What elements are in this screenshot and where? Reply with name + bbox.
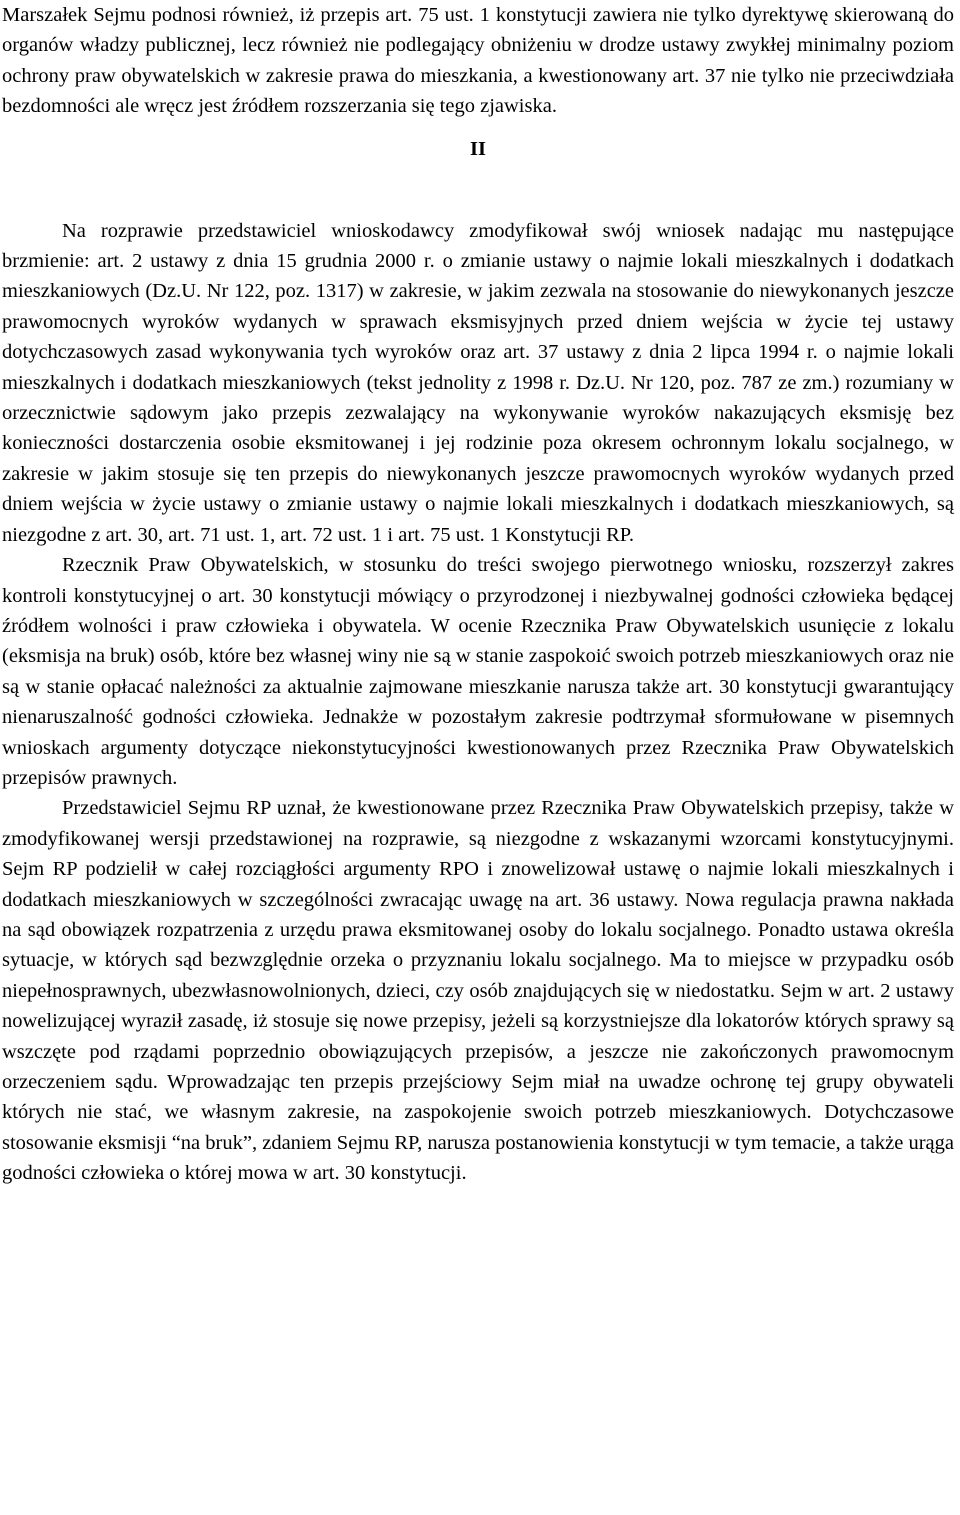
paragraph-applicant-modification: Na rozprawie przedstawiciel wnioskodawcy zmodyfikował swój wniosek nadając mu następujące brzmienie: art. 2 ustawy z dnia 15 grudnia 2000 r. o zmianie ustawy o najmie lokali mieszkalnych i dodatkach mieszkaniowych (Dz.U. Nr 122, poz. 1317) w zakresie, w jakim zezwala na stosowanie do niewykonanych jeszcze prawomocnych wyroków wydanych w sprawach eksmisyjnych przed dniem wejścia w życie tej ustawy dotychczasowych zasad wykonywania tych wyroków oraz art. 37 ustawy z dnia 2 lipca 1994 r. o najmie lokali mieszkalnych i dodatkach mieszkaniowych (tekst jednolity z 1998 r. Dz.U. Nr 120, poz. 787 ze zm.) rozumiany w orzecznictwie sądowym jako przepis zezwalający na wykonywanie wyroków nakazujących eksmisję bez konieczności dostarczenia osobie eksmitowanej i jej rodzinie poza okresem ochronnym lokalu socjalnego, w zakresie w jakim stosuje się ten przepis do niewykonanych jeszcze prawomocnych wyroków wydanych przed dniem wejścia w życie ustawy o zmianie ustawy o najmie lokali mieszkalnych i dodatkach mieszkaniowych, są niezgodne z art. 30, art. 71 ust. 1, art. 72 ust. 1 i art. 75 ust. 1 Konstytucji RP. xyxy=(2,219,954,546)
section-heading: II xyxy=(470,137,486,160)
paragraph-ombudsman-position: Rzecznik Praw Obywatelskich, w stosunku do treści swojego pierwotnego wniosku, rozszerzył zakres kontroli konstytucyjnej o art. 30 konstytucji mówiący o przyrodzonej i niezbywalnej godności człowieka będącej źródłem wolności i praw człowieka i obywatela. W ocenie Rzecznika Praw Obywatelskich usunięcie z lokalu (eksmisja na bruk) osób, które bez własnej winy nie są w stanie zaspokoić swoich potrzeb mieszkaniowych oraz nie są w stanie opłacać należności za aktualnie zajmowane mieszkanie narusza także art. 30 konstytucji gwarantujący nienaruszalność godności człowieka. Jednakże w pozostałym zakresie podtrzymał sformułowane w pisemnych wnioskach argumenty dotyczące niekonstytucyjności kwestionowanych przez Rzecznika Praw Obywatelskich przepisów prawnych. xyxy=(2,554,954,789)
paragraph-marshal-argument: Marszałek Sejmu podnosi również, iż przepis art. 75 ust. 1 konstytucji zawiera nie tylko dyrektywę skierowaną do organów władzy publicznej, lecz również nie podlegający obniżeniu w drodze ustawy zwykłej minimalny poziom ochrony praw obywatelskich w zakresie prawa do mieszkania, a kwestionowany art. 37 nie tylko nie przeciwdziała bezdomności ale wręcz jest źródłem rozszerzania się tego zjawiska. xyxy=(2,4,954,118)
document-page xyxy=(2,0,954,1189)
paragraph-sejm-position: Przedstawiciel Sejmu RP uznał, że kwestionowane przez Rzecznika Praw Obywatelskich przepisy, także w zmodyfikowanej wersji przedstawionej na rozprawie, są niezgodne z wskazanymi wzorcami konstytucyjnymi. Sejm RP podzielił w całej rozciągłości argumenty RPO i znowelizował ustawę o najmie lokali mieszkalnych i dodatkach mieszkaniowych w szczególności zwracając uwagę na art. 36 ustawy. Nowa regulacja prawna nakłada na sąd obowiązek rozpatrzenia z urzędu prawa eksmitowanej osoby do lokalu socjalnego. Ponadto ustawa określa sytuacje, w których sąd bezwzględnie orzeka o przyznaniu lokalu socjalnego. Ma to miejsce w przypadku osób niepełnosprawnych, ubezwłasnowolnionych, dzieci, czy osób znajdujących się w niedostatku. Sejm w art. 2 ustawy nowelizującej wyraził zasadę, iż stosuje się nowe przepisy, jeżeli są korzystniejsze dla lokatorów których sprawy są wszczęte pod rządami poprzednio obowiązujących przepisów, a jeszcze nie zakończonych prawomocnym orzeczeniem sądu. Wprowadzając ten przepis przejściowy Sejm miał na uwadze ochronę tej grupy obywateli których nie stać, we własnym zakresie, na zaspokojenie swoich potrzeb mieszkaniowych. Dotychczasowe stosowanie eksmisji “na bruk”, zdaniem Sejmu RP, narusza postanowienia konstytucji w tym temacie, a także urąga godności człowieka o której mowa w art. 30 konstytucji. xyxy=(2,797,954,1185)
